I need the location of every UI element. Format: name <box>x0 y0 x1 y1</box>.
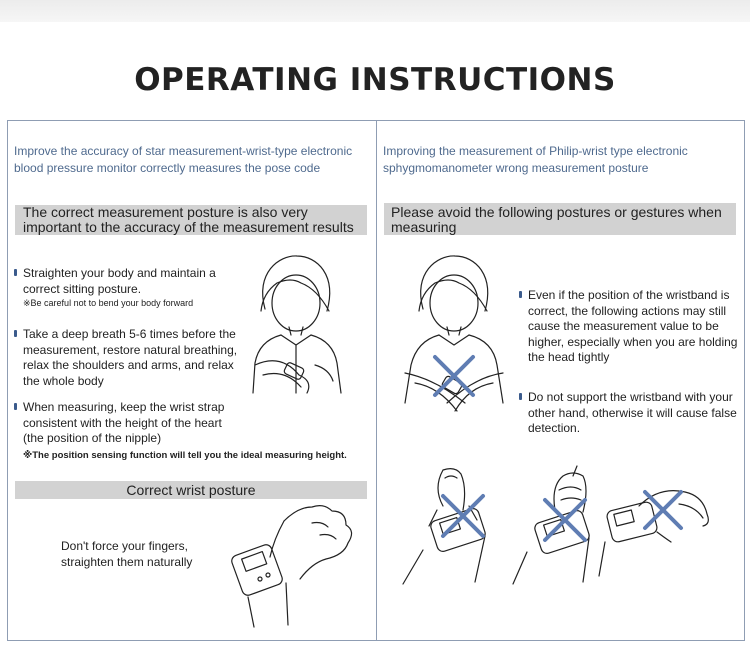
position-sensing-note: ※The position sensing function will tell you the ideal measuring height. <box>23 450 347 461</box>
avoid-posture-banner: Please avoid the following postures or gestures when measuring <box>384 203 736 235</box>
bullet-sit-straight <box>23 266 233 310</box>
top-band <box>0 0 750 22</box>
wrong-cross-icon <box>545 500 585 540</box>
wrong-wrist-bent-up-illustration <box>403 466 507 586</box>
wrong-wrist-bent-down-illustration <box>599 466 729 586</box>
wrong-posture-panel <box>376 120 745 641</box>
bullet-holding-head: Even if the position of the wristband is correct, the following actions may still cause the measurement value to be higher, especially when you are holding the head tightly <box>528 288 740 366</box>
right-subtitle: Improving the measurement of Philip-wrist type electronic sphygmomanometer wrong measurement posture <box>383 144 688 175</box>
correct-posture-woman-illustration <box>241 253 351 398</box>
bullet-deep-breath: Take a deep breath 5-6 times before the measurement, restore natural breathing, relax the shoulders and arms, and relax the whole body <box>23 327 243 389</box>
correct-posture-banner: The correct measurement posture is also very important to the accuracy of the measurement results <box>15 205 367 235</box>
page-title: OPERATING INSTRUCTIONS <box>134 62 616 98</box>
bullet-no-support: Do not support the wristband with your other hand, otherwise it will cause false detection. <box>528 390 740 437</box>
left-subtitle: Improve the accuracy of star measurement-wrist-type electronic blood pressure monitor correctly measures the pose code <box>14 144 353 175</box>
wrist-posture-banner: Correct wrist posture <box>15 481 367 499</box>
correct-posture-panel <box>7 120 377 641</box>
correct-wrist-illustration <box>228 501 368 631</box>
wrong-posture-woman-illustration <box>395 253 520 423</box>
bullet-wrist-height: When measuring, keep the wrist strap consistent with the height of the heart (the position of the nipple) <box>23 400 243 447</box>
fingers-tip: Don't force your fingers, straighten them naturally <box>61 539 193 569</box>
wrong-wrist-fist-illustration <box>507 466 611 586</box>
wrong-cross-icon <box>435 357 473 395</box>
bullet-sit-straight-text: Straighten your body and maintain a correct sitting posture. <box>23 266 216 296</box>
bullet-sit-straight-note: ※Be careful not to bend your body forward <box>23 298 194 308</box>
wrong-cross-icon <box>645 492 681 528</box>
